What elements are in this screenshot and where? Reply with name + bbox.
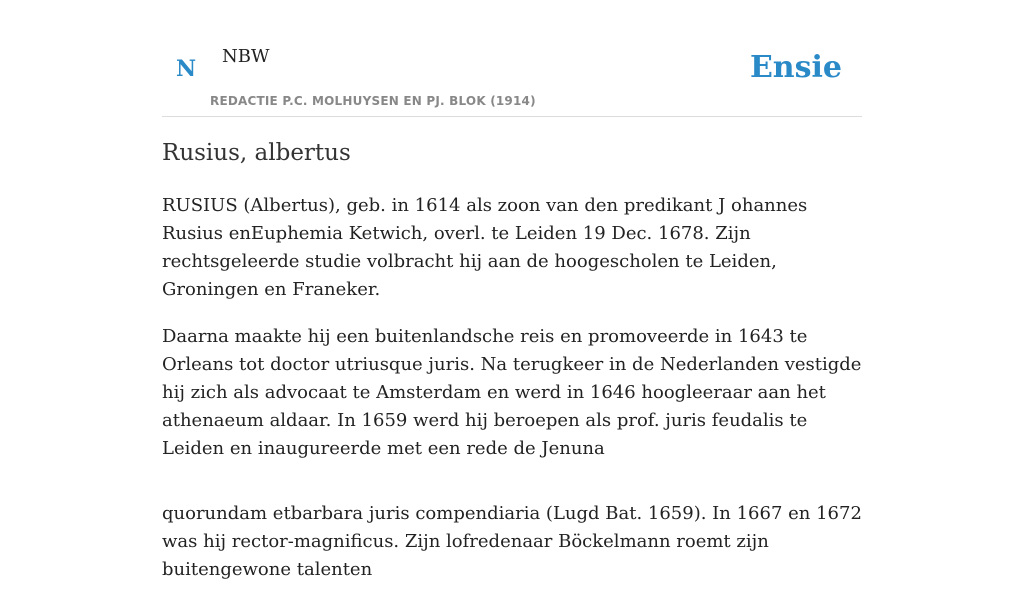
article-title: Rusius, albertus [162,140,351,166]
source-logo-icon[interactable]: N [176,56,197,82]
page-container [162,0,862,580]
header [162,0,862,117]
paragraph: quorundam etbarbara juris compendiaria (Lugd Bat. 1659). In 1667 en 1672 was hij rector-magnificus. Zijn lofredenaar Böckelmann roemt zijn buitengewone talenten [162,503,862,580]
brand-logo[interactable]: Ensie [749,50,842,85]
paragraph: RUSIUS (Albertus), geb. in 1614 als zoon van den predikant J ohannes Rusius enEuphemia Ketwich, overl. te Leiden 19 Dec. 1678. Zijn rechtsgeleerde studie volbracht hij aan de hoogescholen te Leiden, Groningen en Franeker. [162,195,808,300]
source-subtitle: REDACTIE P.C. MOLHUYSEN EN PJ. BLOK (1914) [210,94,536,108]
source-name[interactable]: NBW [222,46,270,67]
paragraph: Daarna maakte hij een buitenlandsche reis en promoveerde in 1643 te Orleans tot doctor utriusque juris. Na terugkeer in de Nederlanden vestigde hij zich als advocaat te Amsterdam en werd in 1646 hoogleeraar aan het athenaeum aldaar. In 1659 werd hij beroepen als prof. juris feudalis te Leiden en inaugureerde met een rede de Jenuna [162,326,862,459]
article-body [162,192,862,603]
